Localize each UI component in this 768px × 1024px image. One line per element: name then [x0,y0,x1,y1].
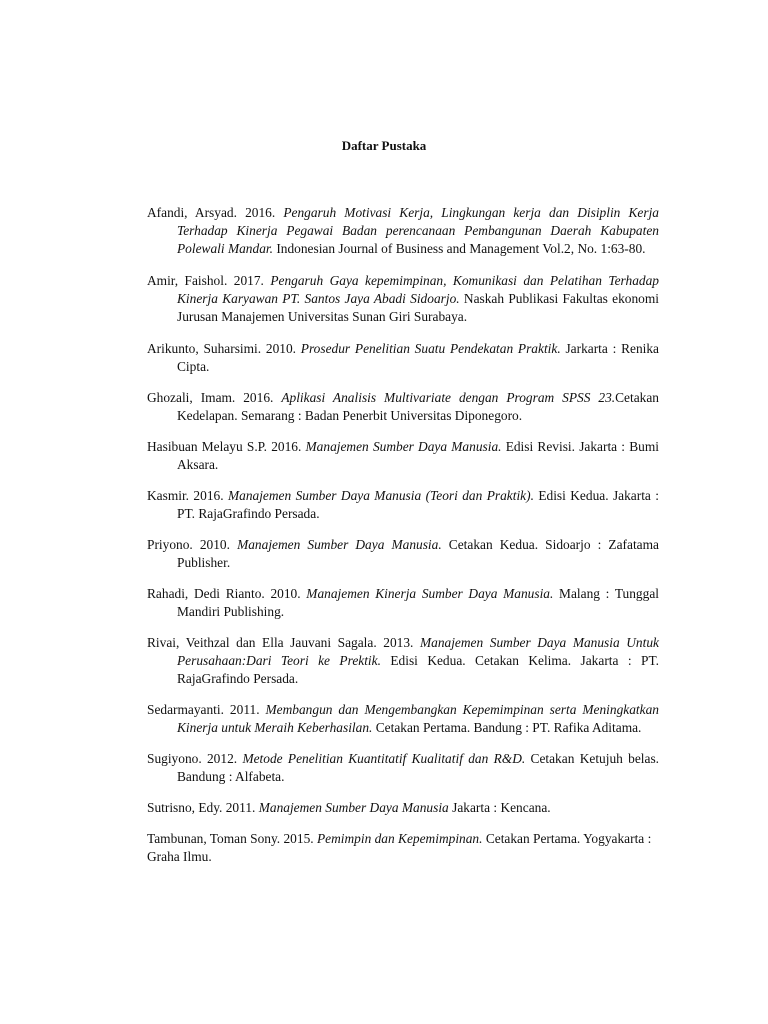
reference-title: Metode Penelitian Kuantitatif Kualitatif dan R&D. [242,751,526,766]
reference-entry: Rahadi, Dedi Rianto. 2010. Manajemen Kinerja Sumber Daya Manusia. Malang : Tunggal Mandiri Publishing. [147,586,659,619]
reference-entry: Afandi, Arsyad. 2016. Pengaruh Motivasi Kerja, Lingkungan kerja dan Disiplin Kerja Terhadap Kinerja Pegawai Badan perencanaan Pembangunan Daerah Kabupaten Polewali Mandar. Indonesian Journal of Business and Management Vol.2, No. 1:63-80. [147,205,659,256]
reference-entry: Arikunto, Suharsimi. 2010. Prosedur Penelitian Suatu Pendekatan Praktik. Jarkarta : Renika Cipta. [147,341,659,374]
reference-entry: Sutrisno, Edy. 2011. Manajemen Sumber Daya Manusia Jakarta : Kencana. [147,800,551,815]
reference-title: Manajemen Sumber Daya Manusia [258,800,449,815]
reference-entry: Amir, Faishol. 2017. Pengaruh Gaya kepemimpinan, Komunikasi dan Pelatihan Terhadap Kinerja Karyawan PT. Santos Jaya Abadi Sidoarjo. Naskah Publikasi Fakultas ekonomi Jurusan Manajemen Universitas Sunan Giri Surabaya. [147,273,659,324]
reference-title: Manajemen Sumber Daya Manusia. [305,439,502,454]
reference-title: Pemimpin dan Kepemimpinan. [316,831,483,846]
reference-entry: Tambunan, Toman Sony. 2015. Pemimpin dan Kepemimpinan. Cetakan Pertama. Yogyakarta : Graha Ilmu. [147,831,652,864]
reference-entry: Priyono. 2010. Manajemen Sumber Daya Manusia. Cetakan Kedua. Sidoarjo : Zafatama Publisher. [147,537,659,570]
reference-list [147,204,659,866]
reference-title: Manajemen Sumber Daya Manusia. [237,537,442,552]
reference-entry: Hasibuan Melayu S.P. 2016. Manajemen Sumber Daya Manusia. Edisi Revisi. Jakarta : Bumi Aksara. [147,439,659,472]
reference-title: Pengaruh Motivasi Kerja, Lingkungan kerja dan Disiplin Kerja Terhadap Kinerja Pegawai Badan perencanaan Pembangunan Daerah Kabupaten Polewali Mandar. [177,205,659,256]
reference-entry: Kasmir. 2016. Manajemen Sumber Daya Manusia (Teori dan Praktik). Edisi Kedua. Jakarta : PT. RajaGrafindo Persada. [147,488,660,521]
reference-entry: Sedarmayanti. 2011. Membangun dan Mengembangkan Kepemimpinan serta Meningkatkan Kinerja untuk Meraih Keberhasilan. Cetakan Pertama. Bandung : PT. Rafika Aditama. [147,702,659,735]
reference-entry: Sugiyono. 2012. Metode Penelitian Kuantitatif Kualitatif dan R&D. Cetakan Ketujuh belas. Bandung : Alfabeta. [147,751,660,784]
page-title: Daftar Pustaka [341,138,427,153]
reference-entry: Rivai, Veithzal dan Ella Jauvani Sagala. 2013. Manajemen Sumber Daya Manusia Untuk Perusahaan:Dari Teori ke Prektik. Edisi Kedua. Cetakan Kelima. Jakarta : PT. RajaGrafindo Persada. [147,635,659,686]
reference-title: Aplikasi Analisis Multivariate dengan Program SPSS 23. [281,390,616,405]
reference-title: Membangun dan Mengembangkan Kepemimpinan serta Meningkatkan Kinerja untuk Meraih Keberhasilan. [177,702,659,735]
reference-title: Manajemen Sumber Daya Manusia Untuk Perusahaan:Dari Teori ke Prektik. [177,635,659,668]
reference-title: Manajemen Kinerja Sumber Daya Manusia. [306,586,554,601]
reference-entry: Ghozali, Imam. 2016. Aplikasi Analisis Multivariate dengan Program SPSS 23.Cetakan Kedelapan. Semarang : Badan Penerbit Universitas Diponegoro. [147,390,659,423]
reference-title: Pengaruh Gaya kepemimpinan, Komunikasi dan Pelatihan Terhadap Kinerja Karyawan PT. Santos Jaya Abadi Sidoarjo. [177,273,659,306]
reference-title: Prosedur Penelitian Suatu Pendekatan Praktik. [300,341,561,356]
reference-title: Manajemen Sumber Daya Manusia (Teori dan Praktik). [227,488,534,503]
